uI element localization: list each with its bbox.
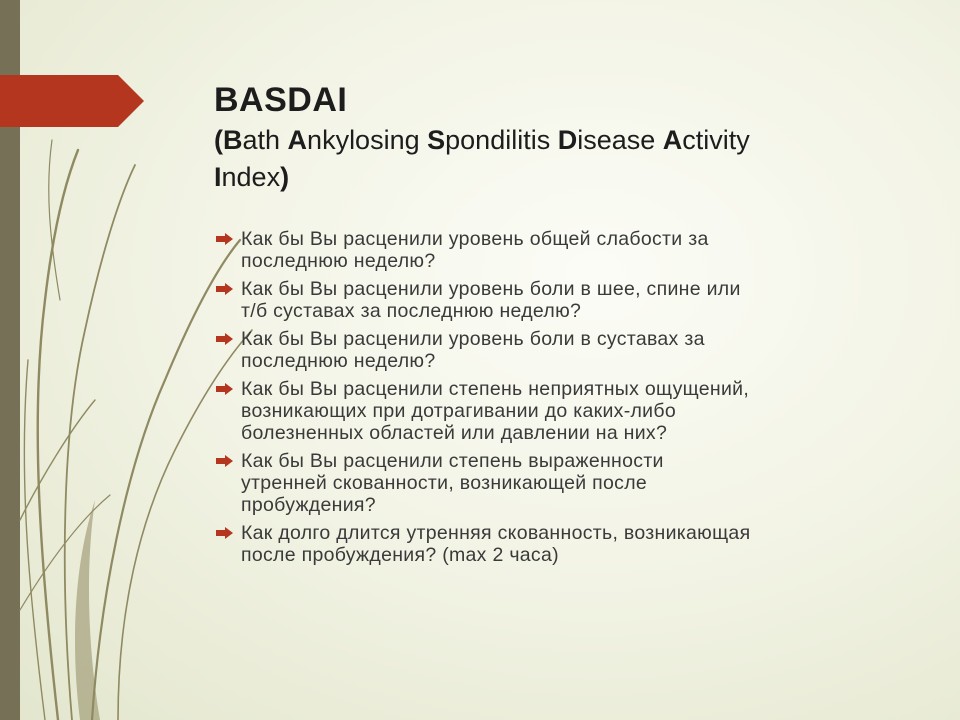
- title-expansion: [214, 122, 914, 196]
- word-spondilitis: pondilitis: [445, 125, 558, 155]
- word-disease: isease: [577, 125, 663, 155]
- list-item: [216, 278, 896, 322]
- list-item: [216, 522, 896, 566]
- bullet-text: Как бы Вы расценили уровень общей слабости за последнюю неделю?: [241, 228, 709, 272]
- letter-a: A: [287, 125, 308, 155]
- bullet-text: Как бы Вы расценили степень выраженности утренней скованности, возникающей после пробуждения?: [241, 450, 664, 516]
- bullet-text: Как бы Вы расценили степень неприятных ощущений, возникающих при дотрагивании до каких-либо болезненных областей или давлении на них?: [241, 378, 750, 444]
- arrow-right-icon: [216, 383, 233, 395]
- arrow-right-icon: [216, 283, 233, 295]
- list-item: [216, 378, 896, 444]
- title-acronym: BASDAI: [214, 81, 348, 119]
- letter-a2: A: [662, 125, 683, 155]
- word-bath: ath: [242, 125, 288, 155]
- list-item: [216, 328, 896, 372]
- bullet-text: Как бы Вы расценили уровень боли в шее, спине или т/б суставах за последнюю неделю?: [241, 278, 741, 322]
- word-ankylosing: nkylosing: [307, 125, 428, 155]
- list-item: [216, 228, 896, 272]
- letter-d: D: [557, 125, 578, 155]
- arrow-right-icon: [216, 455, 233, 467]
- word-activity: ctivity: [682, 125, 750, 155]
- letter-i: I: [214, 162, 222, 192]
- list-item: [216, 450, 896, 516]
- paren-close: ): [280, 162, 290, 192]
- slide-title: [214, 78, 914, 196]
- bullet-text: Как бы Вы расценили уровень боли в суставах за последнюю неделю?: [241, 328, 705, 372]
- letter-b: B: [223, 125, 243, 155]
- arrow-right-icon: [216, 233, 233, 245]
- arrow-right-icon: [216, 333, 233, 345]
- word-index: ndex: [221, 162, 281, 192]
- paren-open: (: [214, 125, 223, 155]
- letter-s: S: [427, 125, 446, 155]
- arrow-right-icon: [216, 527, 233, 539]
- bullet-text: Как долго длится утренняя скованность, возникающая после пробуждения? (max 2 часа): [241, 522, 751, 566]
- title-accent-arrow: [0, 75, 144, 127]
- question-list: [216, 228, 896, 572]
